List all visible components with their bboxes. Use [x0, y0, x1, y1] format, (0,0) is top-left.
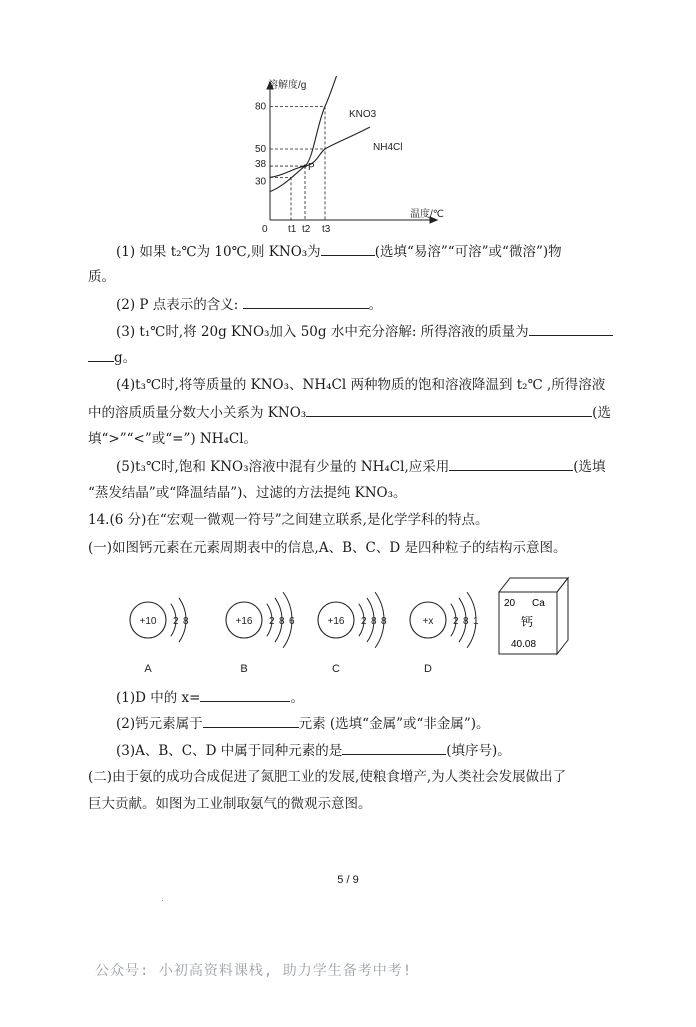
shell-electrons: 2 — [453, 616, 459, 627]
atom-label: B — [240, 663, 248, 675]
solubility-chart — [245, 76, 455, 236]
q14-head-text: 14.(6 分)在“宏观一微观一符号”之间建立联系,是化学学科的特点。 — [88, 512, 489, 528]
intersection-point — [303, 164, 306, 167]
x-tick-label: t3 — [322, 224, 331, 235]
q13-p5-blank[interactable] — [449, 456, 573, 471]
q13-p3-line1 — [116, 321, 613, 342]
q14-s3-line — [116, 740, 511, 761]
y-tick-label: 50 — [255, 144, 267, 155]
atom-c — [318, 592, 387, 675]
q14-s1-line — [116, 687, 304, 708]
q13-p3-text-b: g。 — [114, 350, 137, 366]
y-tick-label: 38 — [255, 159, 267, 171]
q14-part1-intro — [88, 538, 566, 558]
shell-electrons: 8 — [371, 616, 377, 627]
q14-part2-text-b: 巨大贡献。如图为工业制取氨气的微观示意图。 — [88, 796, 372, 812]
q13-p5-line1 — [116, 456, 606, 477]
atom-a — [130, 598, 189, 675]
q14-part2-line1 — [88, 767, 566, 787]
shell-electrons: 8 — [381, 616, 387, 627]
shell-electrons: 8 — [463, 616, 469, 627]
q13-p4-text-b: 中的溶质质量分数大小关系为 KNO₃ — [88, 405, 307, 421]
x-axis-label: 温度/℃ — [410, 209, 445, 220]
atom-d — [410, 592, 479, 675]
element-card — [499, 578, 568, 654]
element-name: 钙 — [521, 615, 534, 629]
element-number: 20 — [504, 598, 516, 609]
atom-label: C — [332, 663, 340, 675]
atom-b — [226, 592, 295, 675]
q13-p3-line2 — [88, 347, 136, 368]
q13-p2-blank[interactable] — [243, 294, 369, 309]
nucleus-charge: +10 — [139, 616, 157, 627]
q13-p3-blank-a[interactable] — [529, 321, 613, 336]
q13-p3-text-a: (3) t₁℃时,将 20g KNO₃加入 50g 水中充分溶解: 所得溶液的质量为 — [116, 324, 529, 340]
watermark: 公众号: 小初高资料课栈, 助力学生备考中考! — [95, 963, 413, 979]
nh4cl-curve — [270, 127, 370, 177]
x-tick-label: t2 — [302, 224, 311, 235]
shell-electrons: 1 — [473, 616, 479, 627]
q14-s3-text-a: (3)A、B、C、D 中属于同种元素的是 — [116, 743, 343, 759]
x-tick-label: t1 — [288, 224, 297, 235]
shell-electrons: 6 — [289, 616, 295, 627]
shell-electrons: 2 — [361, 616, 367, 627]
q13-p4-line2 — [88, 402, 611, 423]
element-symbol: Ca — [532, 598, 545, 609]
q14-s3-blank[interactable] — [342, 740, 446, 755]
page-number: 5 / 9 — [337, 874, 359, 886]
q14-part2-line2 — [88, 794, 372, 814]
q14-part2-text-a: (二)由于氨的成功合成促进了氮肥工业的发展,使粮食增产,为人类社会发展做出了 — [88, 769, 567, 785]
q14-s2-text-a: (2)钙元素属于 — [116, 716, 203, 732]
q13-p1-text-c: 质。 — [88, 269, 115, 285]
q13-p5-text-a: (5)t₃℃时,饱和 KNO₃溶液中混有少量的 NH₄Cl,应采用 — [116, 459, 450, 475]
shell-electrons: 8 — [279, 616, 285, 627]
series-label-nh4cl: NH4Cl — [373, 142, 403, 153]
q14-s1-text-b: 。 — [290, 690, 304, 706]
q13-p3-blank-b[interactable] — [88, 347, 114, 362]
q14-s1-blank[interactable] — [200, 687, 290, 702]
q14-s2-text-b: 元素 (选填“金属”或“非金属”)。 — [298, 716, 490, 732]
origin-label: 0 — [262, 224, 268, 235]
element-card-top — [499, 578, 568, 592]
q13-p5-line2 — [88, 483, 407, 503]
q13-p1-line1 — [116, 241, 562, 262]
nucleus-charge: +16 — [235, 616, 253, 627]
q13-p2-text-a: (2) P 点表示的含义: — [116, 297, 243, 313]
element-card-side — [557, 578, 568, 654]
q14-s2-blank[interactable] — [203, 713, 299, 728]
q13-p1-text-b: (选填“易溶”“可溶”或“微溶”)物 — [374, 244, 562, 260]
shell-electrons: 2 — [269, 616, 275, 627]
q13-p4-line1 — [116, 375, 605, 395]
q13-p5-text-b: (选填 — [573, 459, 606, 475]
q14-heading — [88, 510, 488, 530]
point-label: P — [308, 162, 315, 174]
q13-p4-text-a: (4)t₃℃时,将等质量的 KNO₃、NH₄Cl 两种物质的饱和溶液降温到 t₂℃ ,所得溶液 — [116, 377, 606, 393]
q14-part1-text: (一)如图钙元素在元素周期表中的信息,A、B、C、D 是四种粒子的结构示意图。 — [88, 540, 567, 556]
nucleus-charge: +x — [422, 616, 434, 627]
q13-p5-text-c: “蒸发结晶”或“降温结晶”)、过滤的方法提纯 KNO₃。 — [88, 485, 407, 501]
series-label-kno3: KNO3 — [349, 109, 377, 120]
q13-p4-blank[interactable] — [306, 402, 592, 417]
atom-label: D — [424, 663, 432, 675]
q13-p4-text-c: (选 — [592, 405, 611, 421]
q13-p2-line — [116, 294, 382, 315]
atom-diagrams — [120, 574, 580, 684]
q13-p2-text-b: 。 — [368, 297, 383, 313]
q13-p4-line3 — [88, 429, 257, 449]
element-mass: 40.08 — [511, 639, 537, 650]
q13-p1-blank[interactable] — [321, 241, 375, 256]
y-tick-label: 80 — [255, 101, 267, 113]
y-axis-label: 溶解度/g — [268, 80, 307, 91]
q14-s1-text-a: (1)D 中的 x= — [116, 690, 201, 706]
q13-p1-text-a: (1) 如果 t₂℃为 10℃,则 KNO₃为 — [116, 244, 321, 260]
q13-p1-line2 — [88, 267, 115, 287]
atom-label: A — [144, 663, 152, 675]
q14-s3-text-b: (填序号)。 — [446, 743, 511, 759]
shell-electrons: 8 — [183, 616, 189, 627]
y-tick-label: 30 — [255, 176, 267, 188]
stray-dot — [162, 900, 163, 901]
q13-p4-text-d: 填“>”“<”或“=”) NH₄Cl。 — [88, 431, 258, 447]
shell-electrons: 2 — [173, 616, 179, 627]
nucleus-charge: +16 — [327, 616, 345, 627]
q14-s2-line — [116, 713, 490, 734]
